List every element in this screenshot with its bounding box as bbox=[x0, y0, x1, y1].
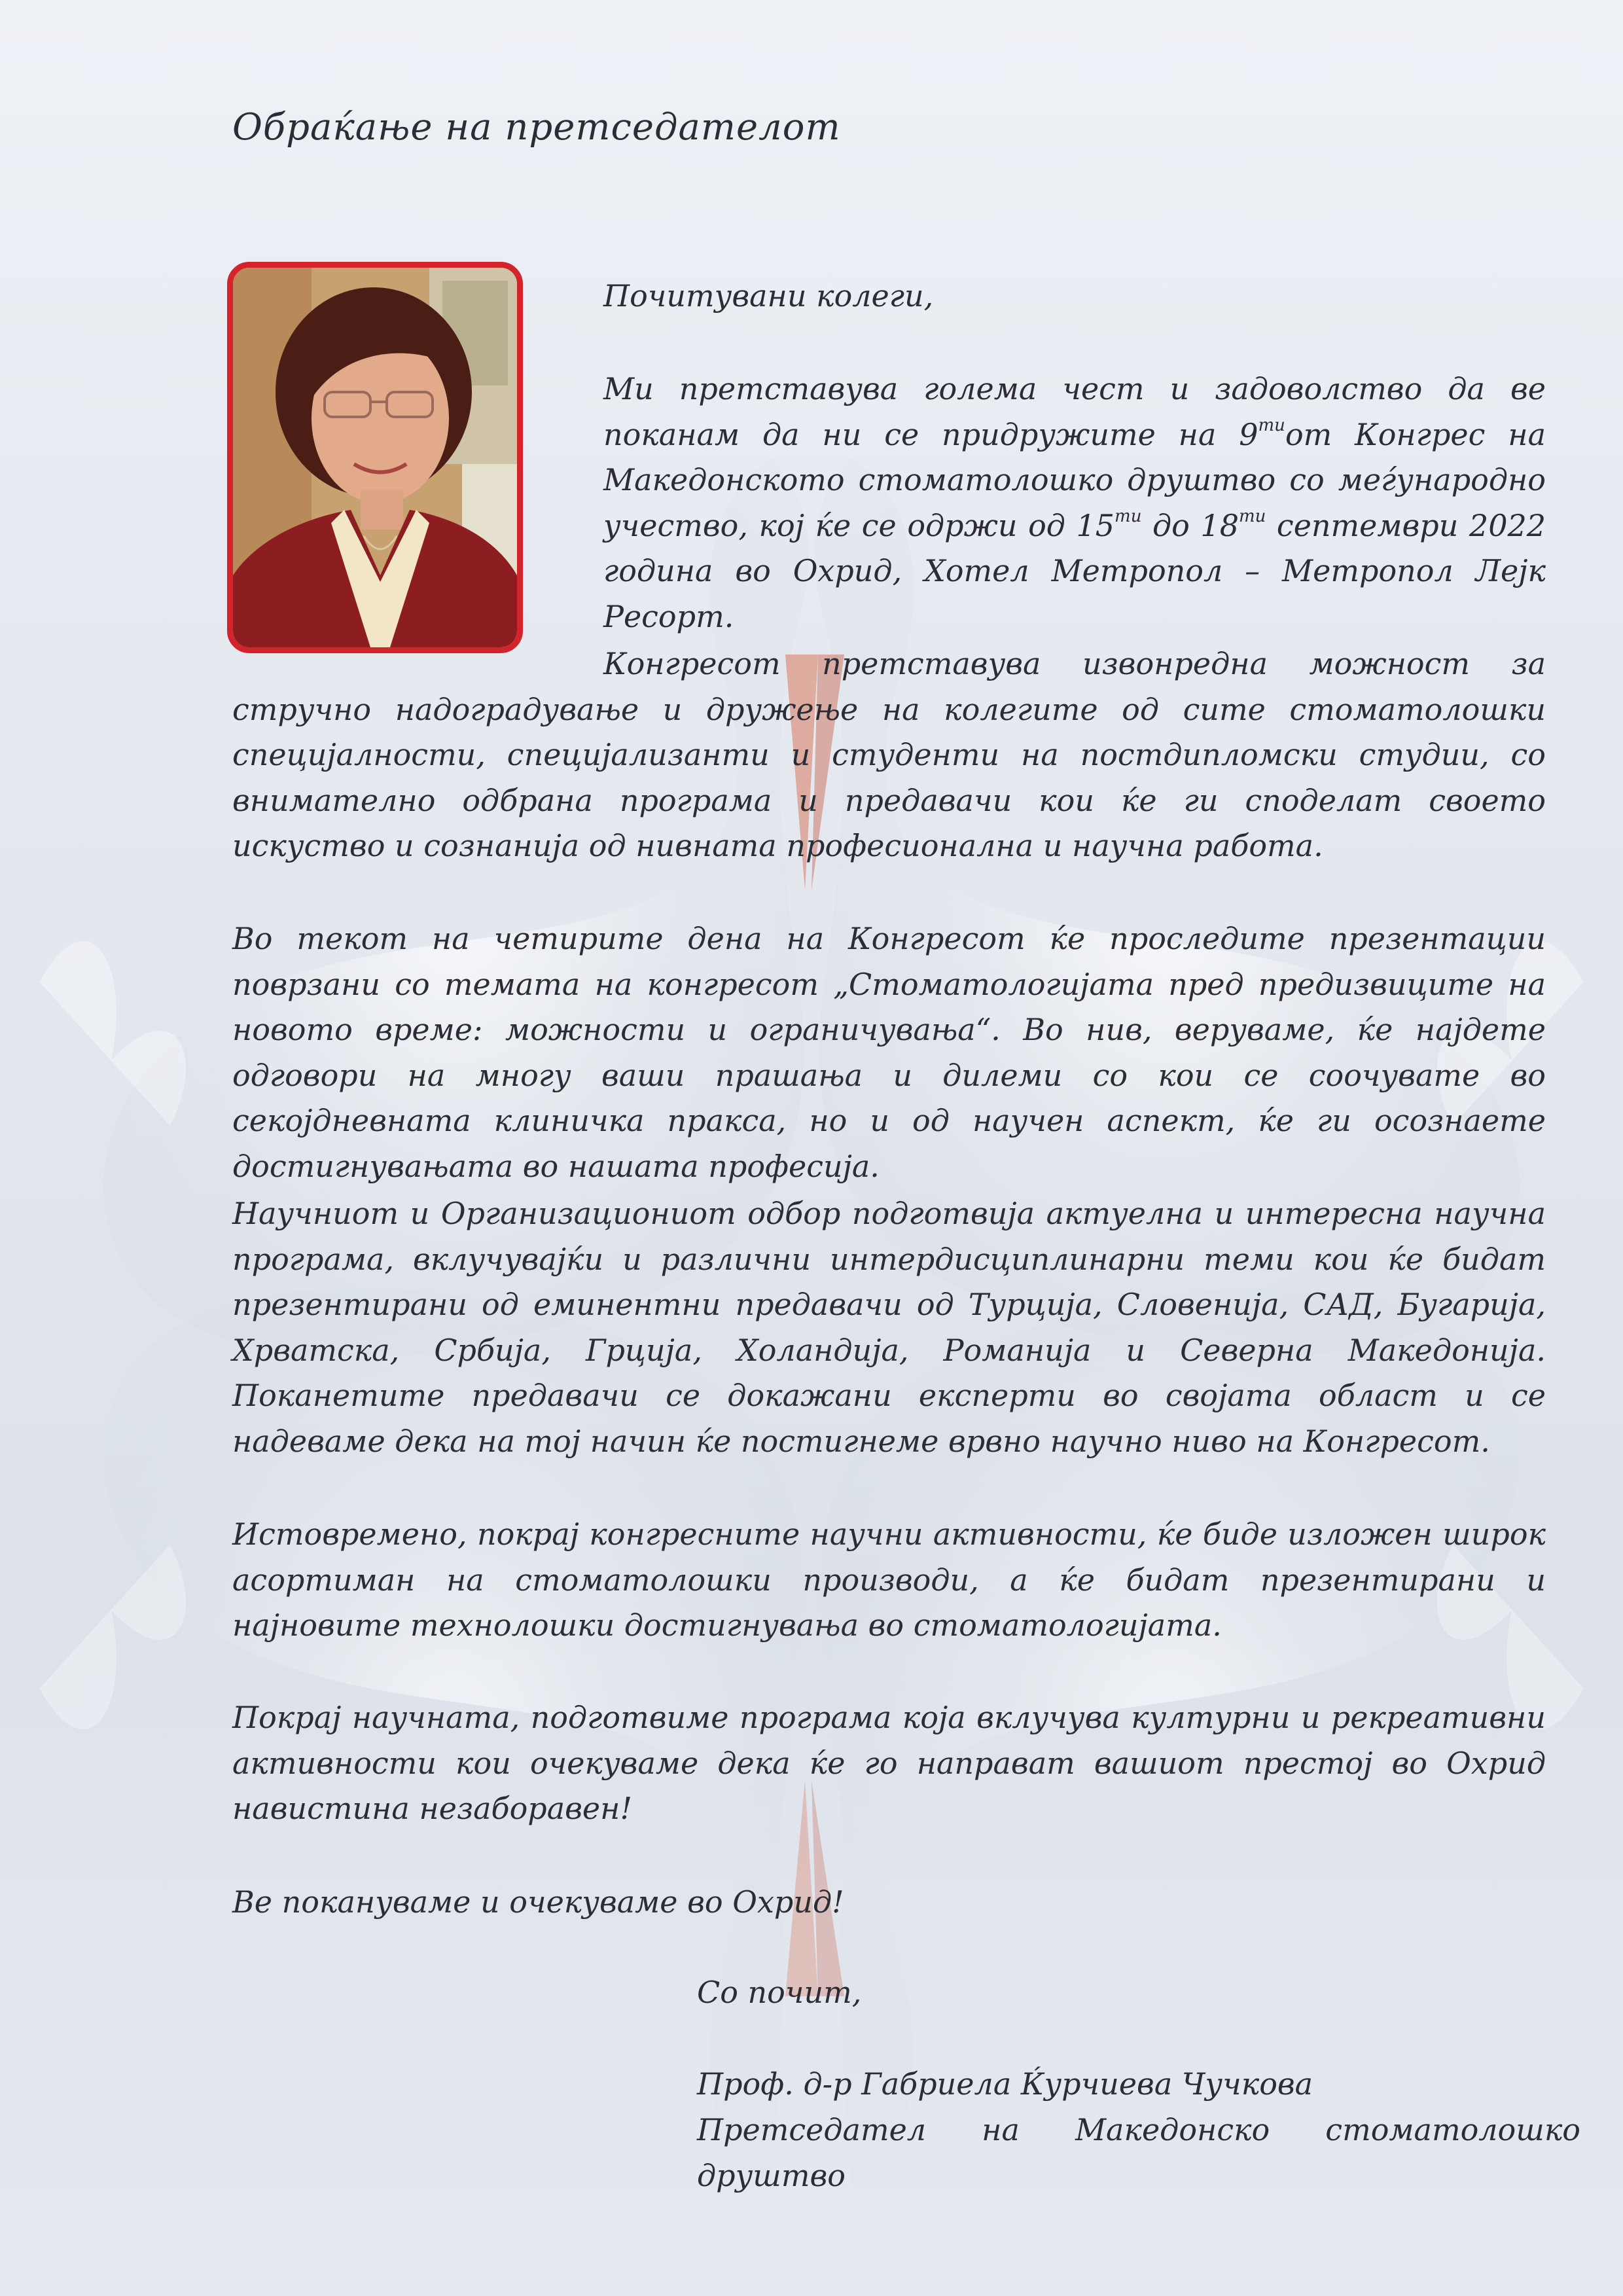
p1-text-b: от Конгрес на Македонското стоматолошко друштво со меѓународно учество, кој ќе се одржи од 15 bbox=[603, 416, 1546, 543]
page-heading: Обраќање на претседателот bbox=[232, 106, 841, 149]
paragraph-exhibition: Истовремено, покрај конгресните научни активности, ќе биде изложен широк асортиман на стоматолошки производи, а ќе бидат презентирани и најновите технолошки достигнувања во стоматологијата. bbox=[232, 1516, 1546, 1643]
president-photo bbox=[227, 262, 523, 653]
signature-name: Проф. д-р Габриела Ќурчиева Чучкова bbox=[697, 2066, 1313, 2102]
p1-text-d: септември 2022 година во Охрид, Хотел Метропол – Метропол Лејк Ресорт. bbox=[603, 507, 1546, 634]
ordinal-suffix: ти bbox=[1115, 506, 1142, 526]
paragraph-program-topic: Во текот на четирите дена на Конгресот ќе проследите презентации поврзани со темата на конгресот „Стоматологијата пред предизвиците на новото време: можности и ограничувања“. Во нив, веруваме, ќе најдете одговори на многу ваши прашања и дилеми со кои се соочувате во секојдневната клиничка пракса, но и од научен аспект, ќе ги осознаете достигнувањата во нашата професија. bbox=[232, 921, 1546, 1184]
paragraph-invitation bbox=[603, 367, 1546, 639]
signature-title: Претседател на Македонско стоматолошко друштво bbox=[697, 2112, 1580, 2193]
p1-text-a: Ми претставува голема чест и задоволство да ве поканам да ни се придружите на 9 bbox=[603, 371, 1546, 452]
salutation: Почитувани колеги, bbox=[603, 278, 934, 314]
closing-phrase: Со почит, bbox=[697, 1975, 862, 2010]
p1-text-c: до 18 bbox=[1141, 507, 1239, 543]
portrait-image bbox=[233, 268, 517, 647]
paragraph-congress-opportunity: Конгресот претставува извонредна можност за стручно надоградување и дружење на колегите од сите стоматолошки специјалности, специјализанти и студенти на постдипломски студии, со внимателно одбрана програма и предавачи кои ќе ги споделат своето искуство и сознанија од нивната професионална и научна работа. bbox=[232, 646, 1546, 863]
ordinal-suffix: ти bbox=[1258, 415, 1285, 435]
ordinal-suffix: ти bbox=[1238, 506, 1266, 526]
paragraph-social-program: Покрај научната, подготвиме програма која вклучува културни и рекреативни активности кои очекуваме дека ќе го направат вашиот престој во Охрид навистина незаборавен! bbox=[232, 1700, 1546, 1826]
paragraph-invitation-closing: Ве покануваме и очекуваме во Охрид! bbox=[232, 1884, 844, 1920]
paragraph-scientific-program: Научниот и Организациониот одбор подготвија актуелна и интересна научна програма, вклучувајќи и различни интердисциплинарни теми кои ќе бидат презентирани од еминентни предавачи од Турција, Словенија, САД, Бугарија, Хрватска, Србија, Грција, Холандија, Романија и Северна Македонија. Поканетите предавачи се докажани експерти во својата област и се надеваме дека на тој начин ќе постигнеме врвно научно ниво на Конгресот. bbox=[232, 1196, 1546, 1459]
